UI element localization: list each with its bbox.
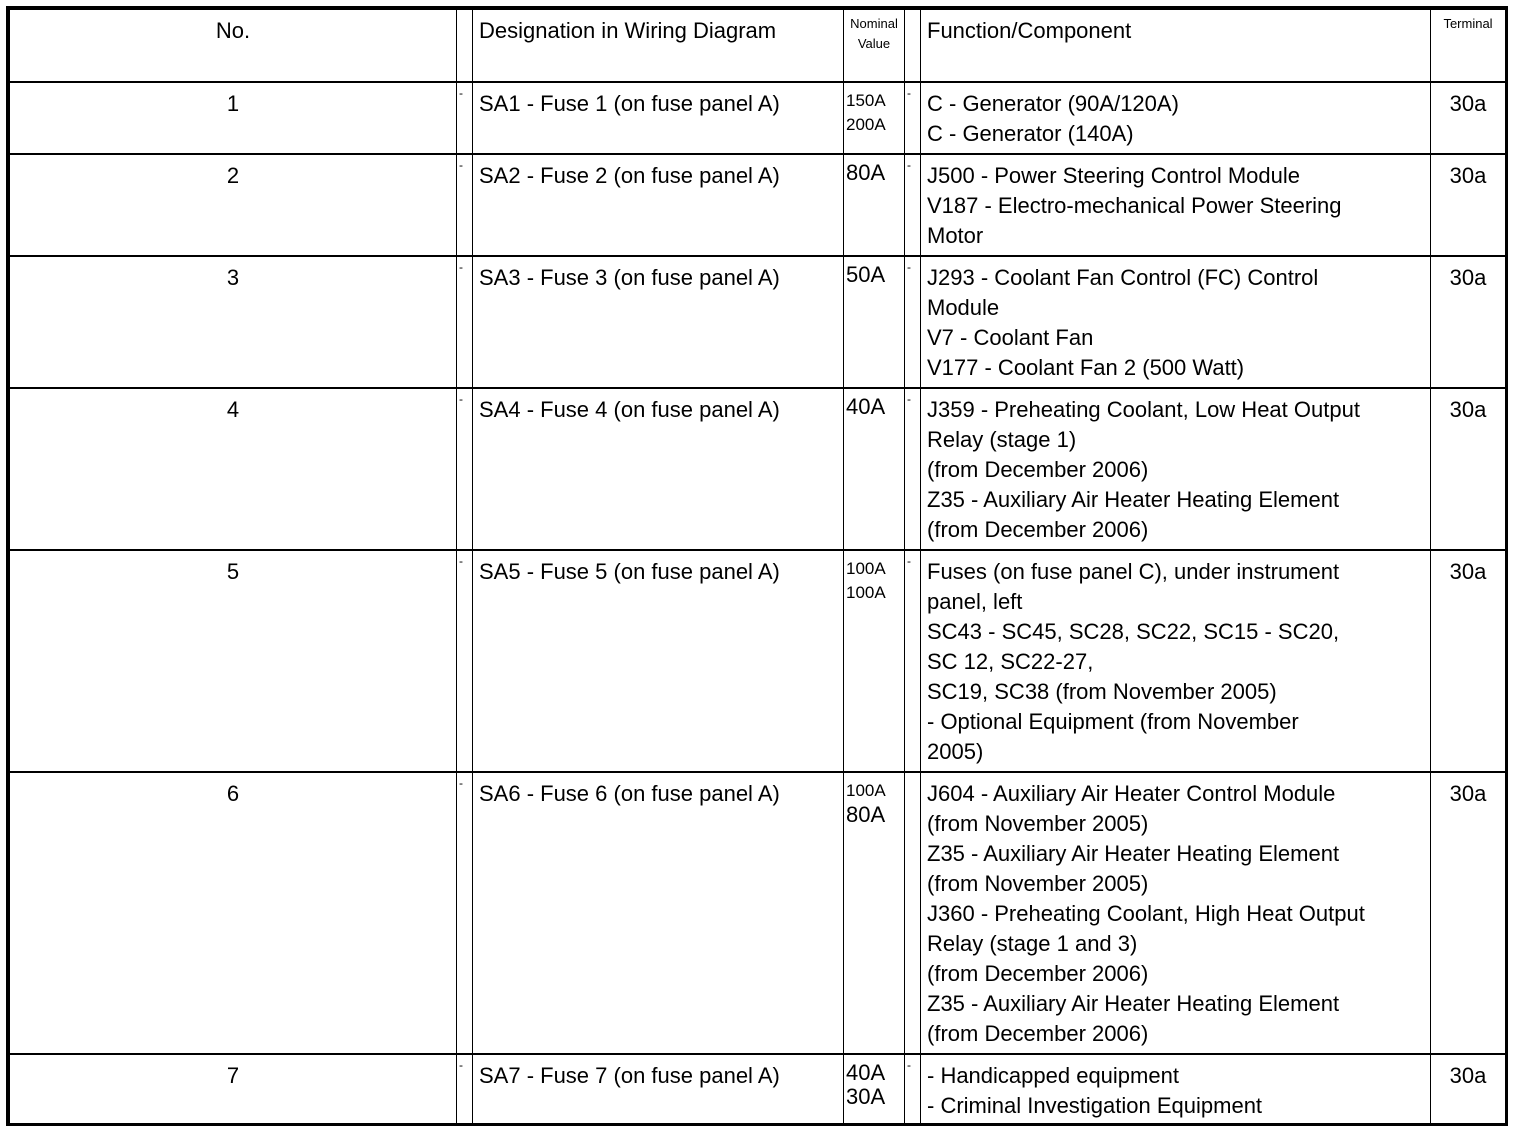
function-line: J359 - Preheating Coolant, Low Heat Output xyxy=(927,396,1360,422)
row-nominal-value xyxy=(844,256,905,388)
header-spacer xyxy=(457,10,473,82)
function-line: J360 - Preheating Coolant, High Heat Output xyxy=(927,900,1365,926)
row-terminal: 30a xyxy=(1431,388,1506,550)
row-designation: SA2 - Fuse 2 (on fuse panel A) xyxy=(473,154,844,256)
row-nominal-value xyxy=(844,388,905,550)
function-line: Fuses (on fuse panel C), under instrument xyxy=(927,558,1340,584)
function-line: V7 - Coolant Fan xyxy=(927,324,1094,350)
function-line: Z35 - Auxiliary Air Heater Heating Element xyxy=(927,486,1340,512)
nominal-value-line: 100A xyxy=(846,582,886,602)
row-dash-marker: - xyxy=(457,256,473,388)
table-row xyxy=(10,550,1506,772)
table-header-row xyxy=(10,10,1506,82)
row-number: 1 xyxy=(10,82,457,154)
row-function xyxy=(921,256,1431,388)
function-line: Relay (stage 1 and 3) xyxy=(927,930,1138,956)
row-function xyxy=(921,1054,1431,1124)
fuse-table xyxy=(9,9,1506,1124)
row-designation: SA1 - Fuse 1 (on fuse panel A) xyxy=(473,82,844,154)
function-line: Module xyxy=(927,294,1000,320)
row-terminal: 30a xyxy=(1431,1054,1506,1124)
row-terminal: 30a xyxy=(1431,154,1506,256)
nominal-value-line: 100A xyxy=(846,558,886,578)
nominal-value-line: 50A xyxy=(846,261,886,287)
function-line: J604 - Auxiliary Air Heater Control Module xyxy=(927,780,1336,806)
row-number: 6 xyxy=(10,772,457,1054)
function-line: V187 - Electro-mechanical Power Steering xyxy=(927,192,1342,218)
row-dash-marker: - xyxy=(457,550,473,772)
row-function xyxy=(921,550,1431,772)
row-designation: SA4 - Fuse 4 (on fuse panel A) xyxy=(473,388,844,550)
table-row xyxy=(10,1054,1506,1124)
function-line: (from November 2005) xyxy=(927,810,1149,836)
function-line: (from December 2006) xyxy=(927,516,1149,542)
row-dash-marker: - xyxy=(457,82,473,154)
function-line: panel, left xyxy=(927,588,1023,614)
function-line: SC43 - SC45, SC28, SC22, SC15 - SC20, xyxy=(927,618,1340,644)
table-row xyxy=(10,772,1506,1054)
nominal-value-line: 100A xyxy=(846,780,886,800)
function-line: C - Generator (140A) xyxy=(927,120,1134,146)
function-line: - Handicapped equipment xyxy=(927,1062,1179,1088)
row-terminal: 30a xyxy=(1431,550,1506,772)
row-terminal: 30a xyxy=(1431,772,1506,1054)
row-number: 7 xyxy=(10,1054,457,1124)
fuse-table-document xyxy=(6,6,1508,1126)
row-nominal-value xyxy=(844,82,905,154)
function-line: (from December 2006) xyxy=(927,1020,1149,1046)
function-line: (from November 2005) xyxy=(927,870,1149,896)
row-dash-marker xyxy=(905,772,921,1054)
row-number: 3 xyxy=(10,256,457,388)
nominal-value-line: 40A xyxy=(846,393,886,419)
function-line: - Optional Equipment (from November xyxy=(927,708,1299,734)
header-function: Function/Component xyxy=(921,10,1431,82)
row-dash-marker: - xyxy=(905,388,921,550)
row-designation: SA3 - Fuse 3 (on fuse panel A) xyxy=(473,256,844,388)
header-no: No. xyxy=(10,10,457,82)
nominal-value-line: 40A xyxy=(846,1059,886,1085)
function-line: J293 - Coolant Fan Control (FC) Control xyxy=(927,264,1319,290)
row-nominal-value xyxy=(844,550,905,772)
function-line: Motor xyxy=(927,222,984,248)
function-line: V177 - Coolant Fan 2 (500 Watt) xyxy=(927,354,1245,380)
row-function xyxy=(921,154,1431,256)
table-row xyxy=(10,154,1506,256)
nominal-value-line: 80A xyxy=(846,159,886,185)
function-line: - Criminal Investigation Equipment xyxy=(927,1092,1263,1118)
row-dash-marker: - xyxy=(457,388,473,550)
row-designation: SA7 - Fuse 7 (on fuse panel A) xyxy=(473,1054,844,1124)
row-dash-marker: - xyxy=(905,550,921,772)
row-terminal: 30a xyxy=(1431,82,1506,154)
function-line: SC19, SC38 (from November 2005) xyxy=(927,678,1277,704)
row-dash-marker: - xyxy=(905,1054,921,1124)
table-row xyxy=(10,256,1506,388)
row-number: 5 xyxy=(10,550,457,772)
row-dash-marker: - xyxy=(457,1054,473,1124)
row-nominal-value xyxy=(844,154,905,256)
nominal-value-line: 200A xyxy=(846,114,886,134)
row-nominal-value xyxy=(844,772,905,1054)
row-dash-marker: - xyxy=(905,256,921,388)
function-line: J500 - Power Steering Control Module xyxy=(927,162,1300,188)
function-line: (from December 2006) xyxy=(927,960,1149,986)
row-dash-marker: - xyxy=(905,82,921,154)
function-line: Z35 - Auxiliary Air Heater Heating Element xyxy=(927,990,1340,1016)
row-nominal-value xyxy=(844,1054,905,1124)
row-number: 2 xyxy=(10,154,457,256)
table-row xyxy=(10,82,1506,154)
nominal-value-line: 80A xyxy=(846,801,886,827)
row-designation: SA5 - Fuse 5 (on fuse panel A) xyxy=(473,550,844,772)
table-row xyxy=(10,388,1506,550)
row-dash-marker: - xyxy=(905,154,921,256)
row-terminal: 30a xyxy=(1431,256,1506,388)
header-spacer xyxy=(905,10,921,82)
function-line: Z35 - Auxiliary Air Heater Heating Element xyxy=(927,840,1340,866)
row-function xyxy=(921,82,1431,154)
row-designation: SA6 - Fuse 6 (on fuse panel A) xyxy=(473,772,844,1054)
header-designation: Designation in Wiring Diagram xyxy=(473,10,844,82)
header-nominal-value: Nominal Value xyxy=(844,10,905,82)
header-terminal: Terminal xyxy=(1431,10,1506,82)
row-function xyxy=(921,772,1431,1054)
row-dash-marker: - xyxy=(457,772,473,1054)
function-line: 2005) xyxy=(927,738,984,764)
function-line: (from December 2006) xyxy=(927,456,1149,482)
row-number: 4 xyxy=(10,388,457,550)
nominal-value-line: 150A xyxy=(846,90,886,110)
function-line: Relay (stage 1) xyxy=(927,426,1077,452)
function-line: C - Generator (90A/120A) xyxy=(927,90,1179,116)
row-dash-marker: - xyxy=(457,154,473,256)
function-line: SC 12, SC22-27, xyxy=(927,648,1094,674)
row-function xyxy=(921,388,1431,550)
nominal-value-line: 30A xyxy=(846,1083,886,1109)
